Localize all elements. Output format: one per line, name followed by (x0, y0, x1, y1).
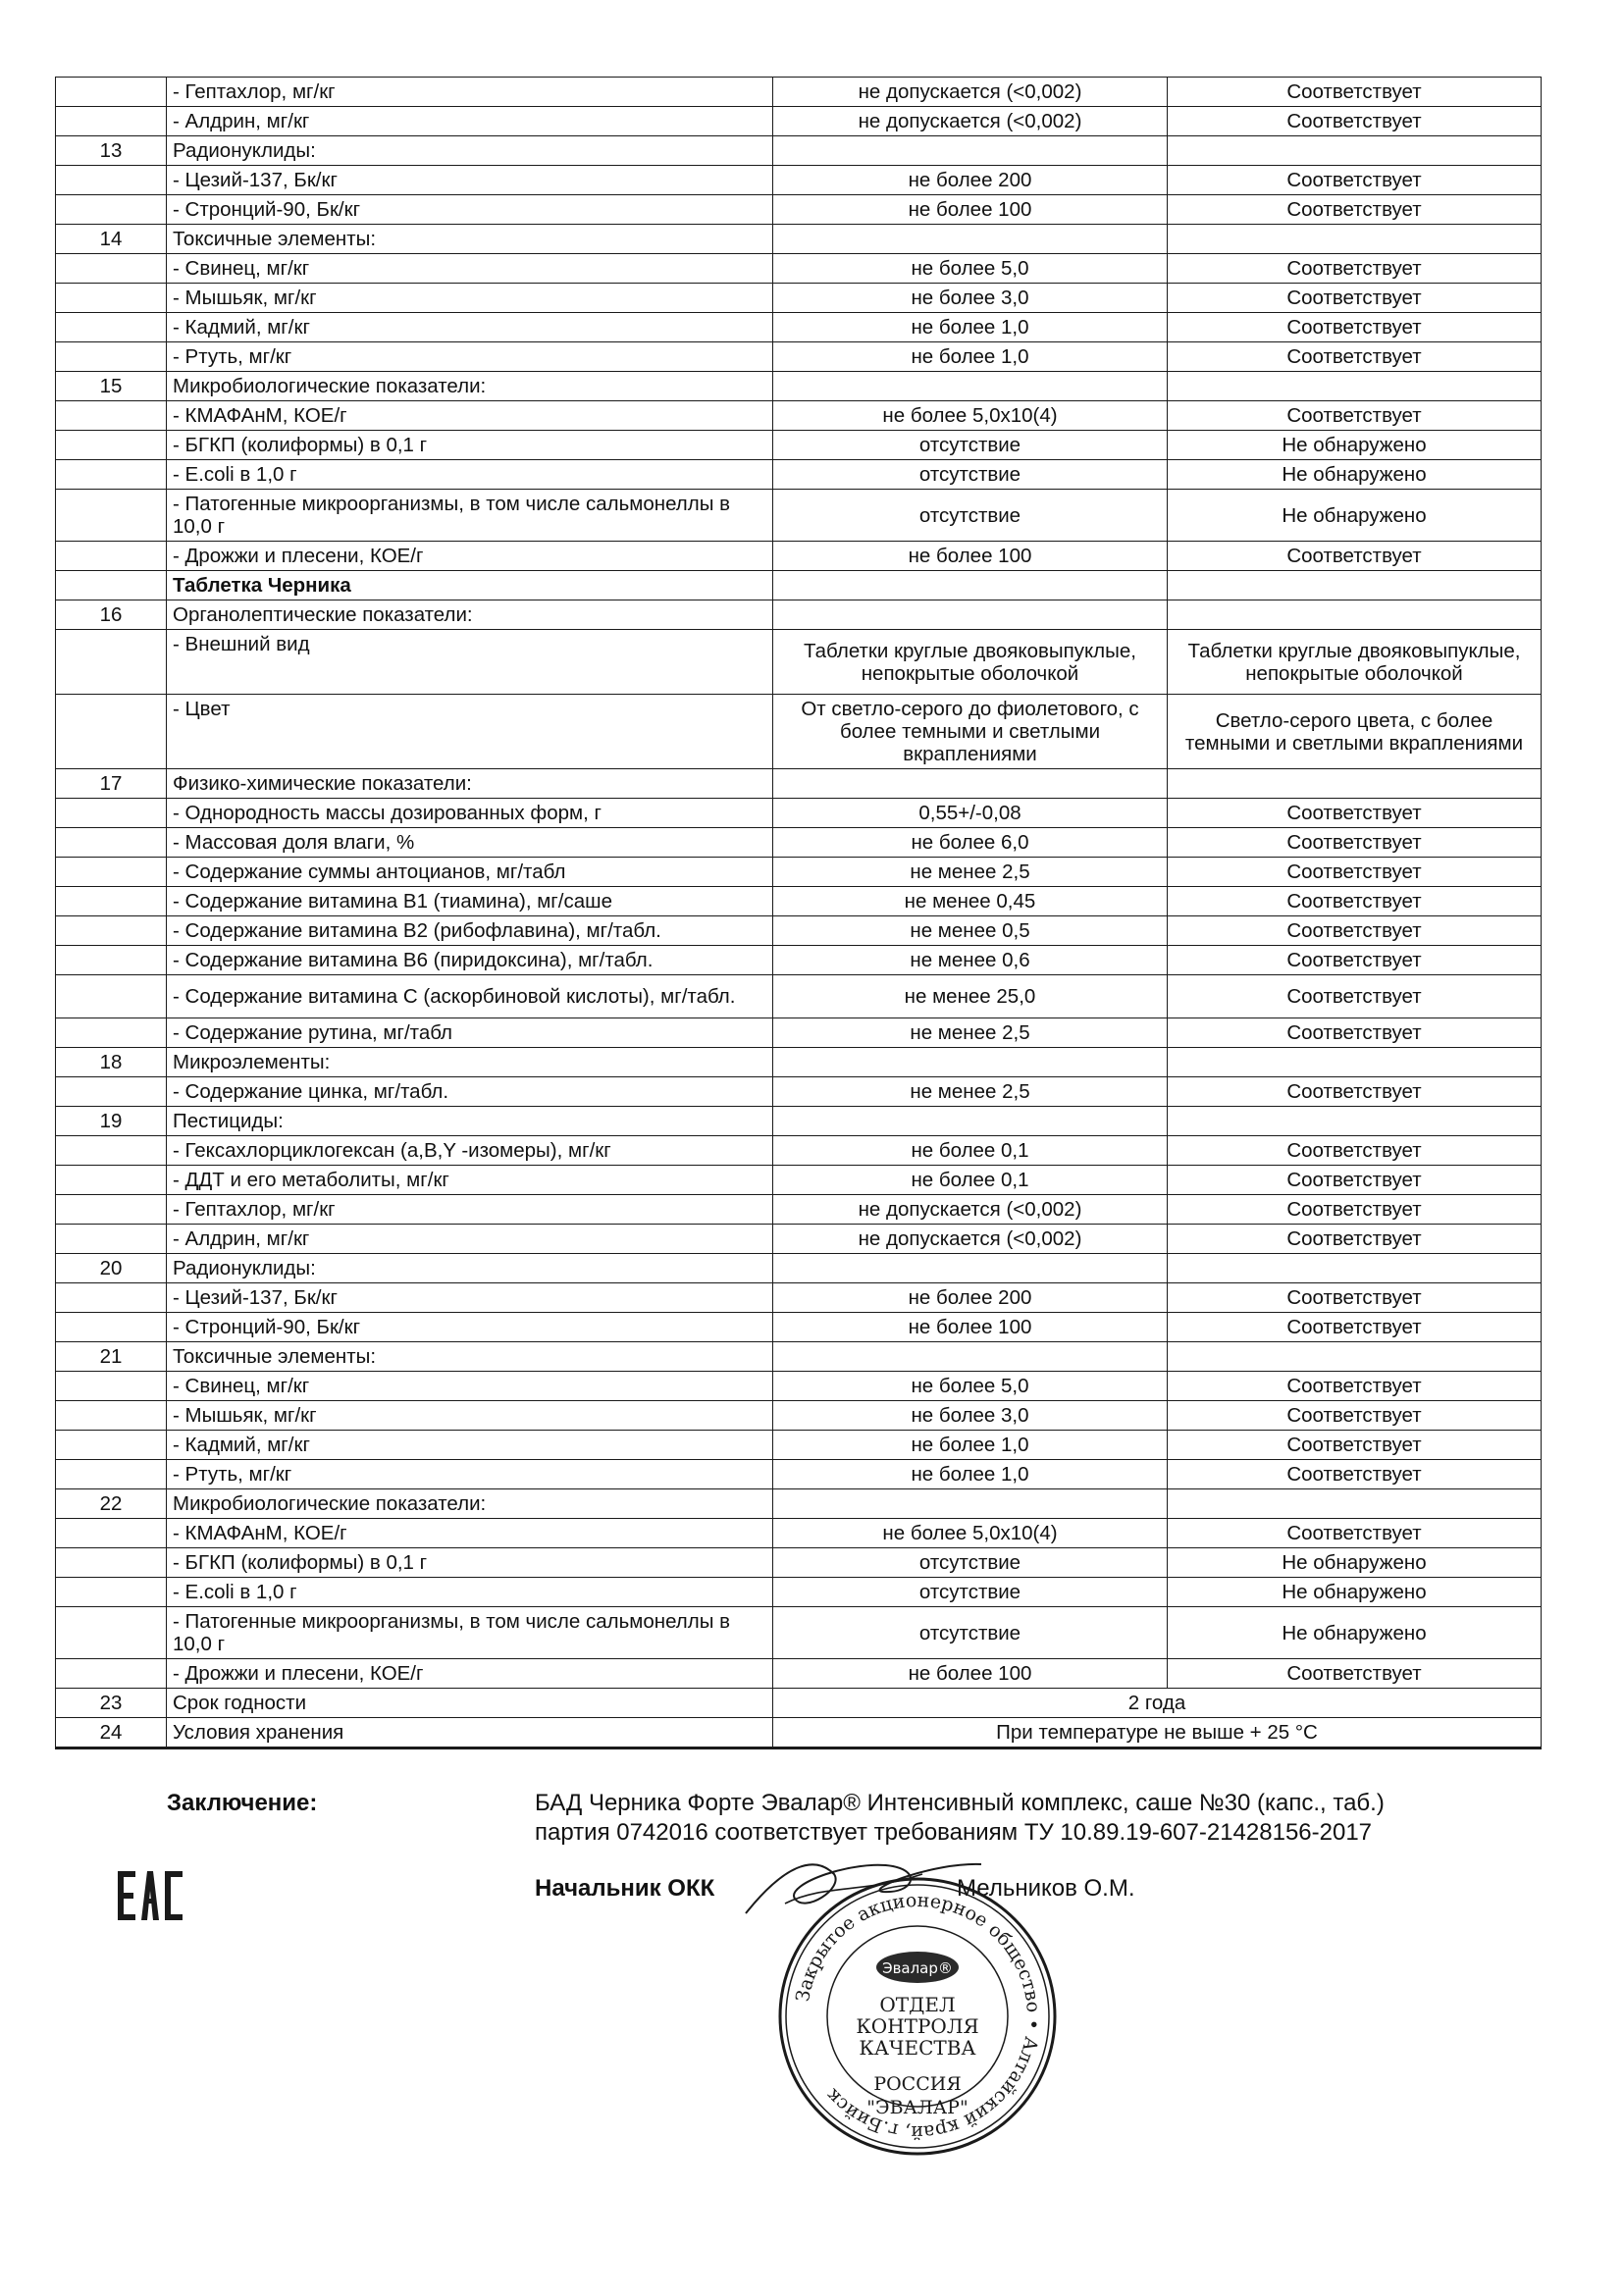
result-cell: Соответствует (1168, 858, 1542, 887)
table-row (56, 1018, 1542, 1048)
result-cell: Соответствует (1168, 313, 1542, 342)
table-row (56, 1401, 1542, 1431)
item-number-cell: 24 (56, 1718, 167, 1748)
indicator-name-cell: - КМАФАнМ, КОЕ/г (167, 1519, 773, 1548)
item-number-cell (56, 799, 167, 828)
item-number-cell (56, 828, 167, 858)
result-cell: Таблетки круглые двояковыпуклые, непокрытые оболочкой (1168, 630, 1542, 695)
indicator-name-cell: - КМАФАнМ, КОЕ/г (167, 401, 773, 431)
indicator-name-cell: - Свинец, мг/кг (167, 1372, 773, 1401)
norm-cell: не допускается (<0,002) (773, 107, 1168, 136)
item-number-cell: 22 (56, 1489, 167, 1519)
table-row (56, 975, 1542, 1018)
item-number-cell (56, 342, 167, 372)
table-row (56, 284, 1542, 313)
norm-cell (773, 1342, 1168, 1372)
norm-cell: не более 5,0x10(4) (773, 401, 1168, 431)
item-number-cell (56, 695, 167, 769)
stamp-center-line-1: ОТДЕЛ (879, 1993, 956, 2016)
indicator-name-cell: - Мышьяк, мг/кг (167, 1401, 773, 1431)
result-cell (1168, 769, 1542, 799)
item-number-cell (56, 1166, 167, 1195)
table-row (56, 166, 1542, 195)
specification-table-body (56, 78, 1542, 1748)
item-number-cell: 17 (56, 769, 167, 799)
norm-cell (773, 769, 1168, 799)
norm-cell: не допускается (<0,002) (773, 78, 1168, 107)
result-cell: Соответствует (1168, 946, 1542, 975)
indicator-name-cell: - Внешний вид (167, 630, 773, 695)
table-row (56, 1166, 1542, 1195)
result-cell: Соответствует (1168, 542, 1542, 571)
indicator-name-cell: - Однородность массы дозированных форм, г (167, 799, 773, 828)
conclusion-line-2: партия 0742016 соответствует требованиям ТУ 10.89.19-607-21428156-2017 (535, 1819, 1373, 1846)
norm-cell: не менее 2,5 (773, 1018, 1168, 1048)
indicator-name-cell: - Стронций-90, Бк/кг (167, 1313, 773, 1342)
indicator-name-cell: Радионуклиды: (167, 136, 773, 166)
indicator-name-cell: - Цвет (167, 695, 773, 769)
indicator-name-cell: Пестициды: (167, 1107, 773, 1136)
item-number-cell (56, 1548, 167, 1578)
item-number-cell (56, 1195, 167, 1225)
result-cell: Соответствует (1168, 1659, 1542, 1689)
indicator-name-cell: - Гептахлор, мг/кг (167, 78, 773, 107)
item-number-cell: 18 (56, 1048, 167, 1077)
table-row (56, 769, 1542, 799)
indicator-name-cell: - Алдрин, мг/кг (167, 1225, 773, 1254)
result-cell (1168, 1342, 1542, 1372)
norm-cell (773, 136, 1168, 166)
norm-cell: 0,55+/-0,08 (773, 799, 1168, 828)
result-cell: Соответствует (1168, 799, 1542, 828)
norm-cell (773, 600, 1168, 630)
norm-cell: 2 года (773, 1689, 1542, 1718)
item-number-cell (56, 107, 167, 136)
norm-cell: не менее 0,45 (773, 887, 1168, 916)
table-row (56, 1689, 1542, 1718)
item-number-cell (56, 1460, 167, 1489)
table-row (56, 1718, 1542, 1748)
result-cell: Соответствует (1168, 1431, 1542, 1460)
indicator-name-cell: Срок годности (167, 1689, 773, 1718)
result-cell (1168, 1254, 1542, 1283)
item-number-cell (56, 946, 167, 975)
indicator-name-cell: - Цезий-137, Бк/кг (167, 1283, 773, 1313)
indicator-name-cell: - Свинец, мг/кг (167, 254, 773, 284)
item-number-cell (56, 975, 167, 1018)
result-cell: Соответствует (1168, 828, 1542, 858)
result-cell: Соответствует (1168, 1313, 1542, 1342)
item-number-cell: 19 (56, 1107, 167, 1136)
result-cell: Соответствует (1168, 107, 1542, 136)
result-cell (1168, 136, 1542, 166)
norm-cell: не более 5,0 (773, 254, 1168, 284)
norm-cell: не менее 2,5 (773, 1077, 1168, 1107)
stamp-ring-text: Закрытое акционерное общество • Алтайский край, г.Бийск (791, 1889, 1045, 2144)
norm-cell: не более 100 (773, 1659, 1168, 1689)
result-cell: Соответствует (1168, 284, 1542, 313)
item-number-cell (56, 1578, 167, 1607)
result-cell: Не обнаружено (1168, 1548, 1542, 1578)
stamp-logo: Эвалар® (882, 1959, 953, 1977)
table-row (56, 1489, 1542, 1519)
indicator-name-cell: - Кадмий, мг/кг (167, 313, 773, 342)
norm-cell: не более 0,1 (773, 1136, 1168, 1166)
table-row (56, 195, 1542, 225)
indicator-name-cell: - E.coli в 1,0 г (167, 460, 773, 490)
stamp-center-line-3: КАЧЕСТВА (859, 2036, 976, 2060)
item-number-cell (56, 1283, 167, 1313)
norm-cell: отсутствие (773, 1578, 1168, 1607)
indicator-name-cell: - Содержание цинка, мг/табл. (167, 1077, 773, 1107)
norm-cell: не более 3,0 (773, 1401, 1168, 1431)
norm-cell: отсутствие (773, 431, 1168, 460)
table-row (56, 1431, 1542, 1460)
indicator-name-cell: Токсичные элементы: (167, 1342, 773, 1372)
result-cell: Соответствует (1168, 887, 1542, 916)
table-row (56, 401, 1542, 431)
table-row (56, 630, 1542, 695)
table-row (56, 1659, 1542, 1689)
result-cell: Не обнаружено (1168, 1578, 1542, 1607)
indicator-name-cell: - Кадмий, мг/кг (167, 1431, 773, 1460)
chief-title: Начальник ОКК (535, 1875, 715, 1902)
item-number-cell (56, 431, 167, 460)
indicator-name-cell: Микроэлементы: (167, 1048, 773, 1077)
item-number-cell (56, 1018, 167, 1048)
stamp-bottom-line-2: "ЭВАЛАР" (866, 2097, 969, 2118)
result-cell: Светло-серого цвета, с более темными и светлыми вкраплениями (1168, 695, 1542, 769)
norm-cell (773, 1107, 1168, 1136)
result-cell: Соответствует (1168, 78, 1542, 107)
norm-cell: не менее 0,5 (773, 916, 1168, 946)
result-cell: Соответствует (1168, 1283, 1542, 1313)
result-cell: Соответствует (1168, 401, 1542, 431)
table-row (56, 490, 1542, 542)
item-number-cell (56, 401, 167, 431)
indicator-name-cell: - Гептахлор, мг/кг (167, 1195, 773, 1225)
norm-cell: отсутствие (773, 460, 1168, 490)
indicator-name-cell: - Содержание рутина, мг/табл (167, 1018, 773, 1048)
indicator-name-cell: - Ртуть, мг/кг (167, 342, 773, 372)
result-cell (1168, 225, 1542, 254)
table-row (56, 1136, 1542, 1166)
indicator-name-cell: - Массовая доля влаги, % (167, 828, 773, 858)
norm-cell (773, 1254, 1168, 1283)
result-cell: Соответствует (1168, 342, 1542, 372)
item-number-cell (56, 1659, 167, 1689)
table-section-row (56, 571, 1542, 600)
result-cell: Соответствует (1168, 166, 1542, 195)
table-row (56, 1342, 1542, 1372)
norm-cell: не более 1,0 (773, 1431, 1168, 1460)
item-number-cell (56, 1372, 167, 1401)
result-cell: Соответствует (1168, 1077, 1542, 1107)
stamp-center-line-2: КОНТРОЛЯ (856, 2014, 979, 2038)
indicator-name-cell: - ДДТ и его метаболиты, мг/кг (167, 1166, 773, 1195)
indicator-name-cell: Микробиологические показатели: (167, 1489, 773, 1519)
result-cell: Соответствует (1168, 195, 1542, 225)
norm-cell: не более 0,1 (773, 1166, 1168, 1195)
table-row (56, 107, 1542, 136)
norm-cell: не допускается (<0,002) (773, 1225, 1168, 1254)
norm-cell: не более 6,0 (773, 828, 1168, 858)
norm-cell: не более 200 (773, 1283, 1168, 1313)
conclusion-line-1: БАД Черника Форте Эвалар® Интенсивный комплекс, саше №30 (капс., таб.) (535, 1790, 1385, 1816)
table-row (56, 1195, 1542, 1225)
norm-cell: не более 200 (773, 166, 1168, 195)
table-row (56, 1313, 1542, 1342)
result-cell: Соответствует (1168, 916, 1542, 946)
norm-cell: отсутствие (773, 490, 1168, 542)
item-number-cell: 20 (56, 1254, 167, 1283)
specification-table (55, 77, 1542, 1749)
table-row (56, 136, 1542, 166)
norm-cell: не более 1,0 (773, 1460, 1168, 1489)
item-number-cell (56, 887, 167, 916)
stamp-bottom-line-1: РОССИЯ (873, 2073, 962, 2095)
table-row (56, 1578, 1542, 1607)
table-row (56, 313, 1542, 342)
table-row (56, 946, 1542, 975)
table-row (56, 1548, 1542, 1578)
table-row (56, 460, 1542, 490)
indicator-name-cell: - Патогенные микроорганизмы, в том числе сальмонеллы в 10,0 г (167, 1607, 773, 1659)
indicator-name-cell: - Цезий-137, Бк/кг (167, 166, 773, 195)
table-row (56, 858, 1542, 887)
eac-mark-icon (116, 1869, 186, 1922)
indicator-name-cell: Физико-химические показатели: (167, 769, 773, 799)
result-cell: Соответствует (1168, 1372, 1542, 1401)
table-row (56, 254, 1542, 284)
indicator-name-cell: - Ртуть, мг/кг (167, 1460, 773, 1489)
norm-cell (773, 1048, 1168, 1077)
table-row (56, 225, 1542, 254)
norm-cell: При температуре не выше + 25 °С (773, 1718, 1542, 1748)
indicator-name-cell: - Содержание суммы антоцианов, мг/табл (167, 858, 773, 887)
table-row (56, 1460, 1542, 1489)
item-number-cell (56, 1519, 167, 1548)
indicator-name-cell: Микробиологические показатели: (167, 372, 773, 401)
item-number-cell (56, 1077, 167, 1107)
table-row (56, 1607, 1542, 1659)
norm-cell: не более 5,0x10(4) (773, 1519, 1168, 1548)
item-number-cell (56, 630, 167, 695)
item-number-cell (56, 460, 167, 490)
item-number-cell (56, 858, 167, 887)
norm-cell: не более 5,0 (773, 1372, 1168, 1401)
norm-cell: не менее 25,0 (773, 975, 1168, 1018)
result-cell: Соответствует (1168, 1460, 1542, 1489)
item-number-cell: 15 (56, 372, 167, 401)
item-number-cell (56, 1225, 167, 1254)
norm-cell: не менее 0,6 (773, 946, 1168, 975)
norm-cell: не менее 2,5 (773, 858, 1168, 887)
indicator-name-cell: Органолептические показатели: (167, 600, 773, 630)
norm-cell: не более 100 (773, 542, 1168, 571)
table-row (56, 600, 1542, 630)
item-number-cell (56, 571, 167, 600)
item-number-cell (56, 1607, 167, 1659)
indicator-name-cell: - Содержание витамина В1 (тиамина), мг/саше (167, 887, 773, 916)
norm-cell: Таблетки круглые двояковыпуклые, непокрытые оболочкой (773, 630, 1168, 695)
indicator-name-cell: - Содержание витамина В2 (рибофлавина), мг/табл. (167, 916, 773, 946)
norm-cell: не более 3,0 (773, 284, 1168, 313)
result-cell: Не обнаружено (1168, 431, 1542, 460)
result-cell (1168, 372, 1542, 401)
item-number-cell (56, 490, 167, 542)
norm-cell (773, 372, 1168, 401)
item-number-cell (56, 195, 167, 225)
chief-name: Мельников О.М. (957, 1875, 1135, 1902)
table-row (56, 695, 1542, 769)
norm-cell (773, 225, 1168, 254)
result-cell: Соответствует (1168, 975, 1542, 1018)
indicator-name-cell: - БГКП (колиформы) в 0,1 г (167, 431, 773, 460)
item-number-cell (56, 313, 167, 342)
item-number-cell: 21 (56, 1342, 167, 1372)
table-row (56, 1372, 1542, 1401)
result-cell (1168, 600, 1542, 630)
item-number-cell (56, 1313, 167, 1342)
norm-cell (773, 571, 1168, 600)
result-cell: Соответствует (1168, 1166, 1542, 1195)
item-number-cell (56, 542, 167, 571)
item-number-cell (56, 916, 167, 946)
norm-cell (773, 1489, 1168, 1519)
item-number-cell (56, 284, 167, 313)
result-cell (1168, 1048, 1542, 1077)
item-number-cell: 23 (56, 1689, 167, 1718)
table-row (56, 78, 1542, 107)
indicator-name-cell: Радионуклиды: (167, 1254, 773, 1283)
norm-cell: не допускается (<0,002) (773, 1195, 1168, 1225)
item-number-cell: 14 (56, 225, 167, 254)
result-cell: Соответствует (1168, 1195, 1542, 1225)
result-cell (1168, 1489, 1542, 1519)
result-cell (1168, 571, 1542, 600)
result-cell: Не обнаружено (1168, 460, 1542, 490)
table-row (56, 887, 1542, 916)
norm-cell: отсутствие (773, 1548, 1168, 1578)
result-cell (1168, 1107, 1542, 1136)
table-row (56, 431, 1542, 460)
conclusion-text (535, 1789, 1516, 1848)
table-row (56, 1254, 1542, 1283)
indicator-name-cell: - Стронций-90, Бк/кг (167, 195, 773, 225)
norm-cell: не более 1,0 (773, 342, 1168, 372)
table-row (56, 828, 1542, 858)
result-cell: Не обнаружено (1168, 1607, 1542, 1659)
result-cell: Соответствует (1168, 1401, 1542, 1431)
indicator-name-cell: - E.coli в 1,0 г (167, 1578, 773, 1607)
norm-cell: отсутствие (773, 1607, 1168, 1659)
result-cell: Соответствует (1168, 1519, 1542, 1548)
indicator-name-cell: Условия хранения (167, 1718, 773, 1748)
table-row (56, 1519, 1542, 1548)
item-number-cell (56, 166, 167, 195)
indicator-name-cell: - Мышьяк, мг/кг (167, 284, 773, 313)
table-row (56, 342, 1542, 372)
table-row (56, 1225, 1542, 1254)
table-row (56, 1048, 1542, 1077)
table-row (56, 372, 1542, 401)
item-number-cell (56, 1401, 167, 1431)
indicator-name-cell: - Содержание витамина С (аскорбиновой кислоты), мг/табл. (167, 975, 773, 1018)
result-cell: Не обнаружено (1168, 490, 1542, 542)
item-number-cell: 13 (56, 136, 167, 166)
result-cell: Соответствует (1168, 1136, 1542, 1166)
item-number-cell: 16 (56, 600, 167, 630)
indicator-name-cell: - Алдрин, мг/кг (167, 107, 773, 136)
item-number-cell (56, 1431, 167, 1460)
indicator-name-cell: Таблетка Черника (167, 571, 773, 600)
indicator-name-cell: - Патогенные микроорганизмы, в том числе сальмонеллы в 10,0 г (167, 490, 773, 542)
item-number-cell (56, 1136, 167, 1166)
norm-cell: не более 100 (773, 1313, 1168, 1342)
table-row (56, 542, 1542, 571)
result-cell: Соответствует (1168, 254, 1542, 284)
table-row (56, 916, 1542, 946)
indicator-name-cell: - Содержание витамина В6 (пиридоксина), мг/табл. (167, 946, 773, 975)
norm-cell: не более 1,0 (773, 313, 1168, 342)
norm-cell: От светло-серого до фиолетового, с более темными и светлыми вкраплениями (773, 695, 1168, 769)
result-cell: Соответствует (1168, 1225, 1542, 1254)
result-cell: Соответствует (1168, 1018, 1542, 1048)
table-row (56, 1077, 1542, 1107)
norm-cell: не более 100 (773, 195, 1168, 225)
indicator-name-cell: - Гексахлорциклогексан (а,В,Y -изомеры), мг/кг (167, 1136, 773, 1166)
indicator-name-cell: - Дрожжи и плесени, КОЕ/г (167, 1659, 773, 1689)
quality-control-stamp-icon (775, 1874, 1060, 2159)
indicator-name-cell: - БГКП (колиформы) в 0,1 г (167, 1548, 773, 1578)
item-number-cell (56, 78, 167, 107)
indicator-name-cell: Токсичные элементы: (167, 225, 773, 254)
indicator-name-cell: - Дрожжи и плесени, КОЕ/г (167, 542, 773, 571)
table-row (56, 1107, 1542, 1136)
conclusion-label: Заключение: (167, 1790, 318, 1816)
item-number-cell (56, 254, 167, 284)
table-row (56, 1283, 1542, 1313)
table-row (56, 799, 1542, 828)
